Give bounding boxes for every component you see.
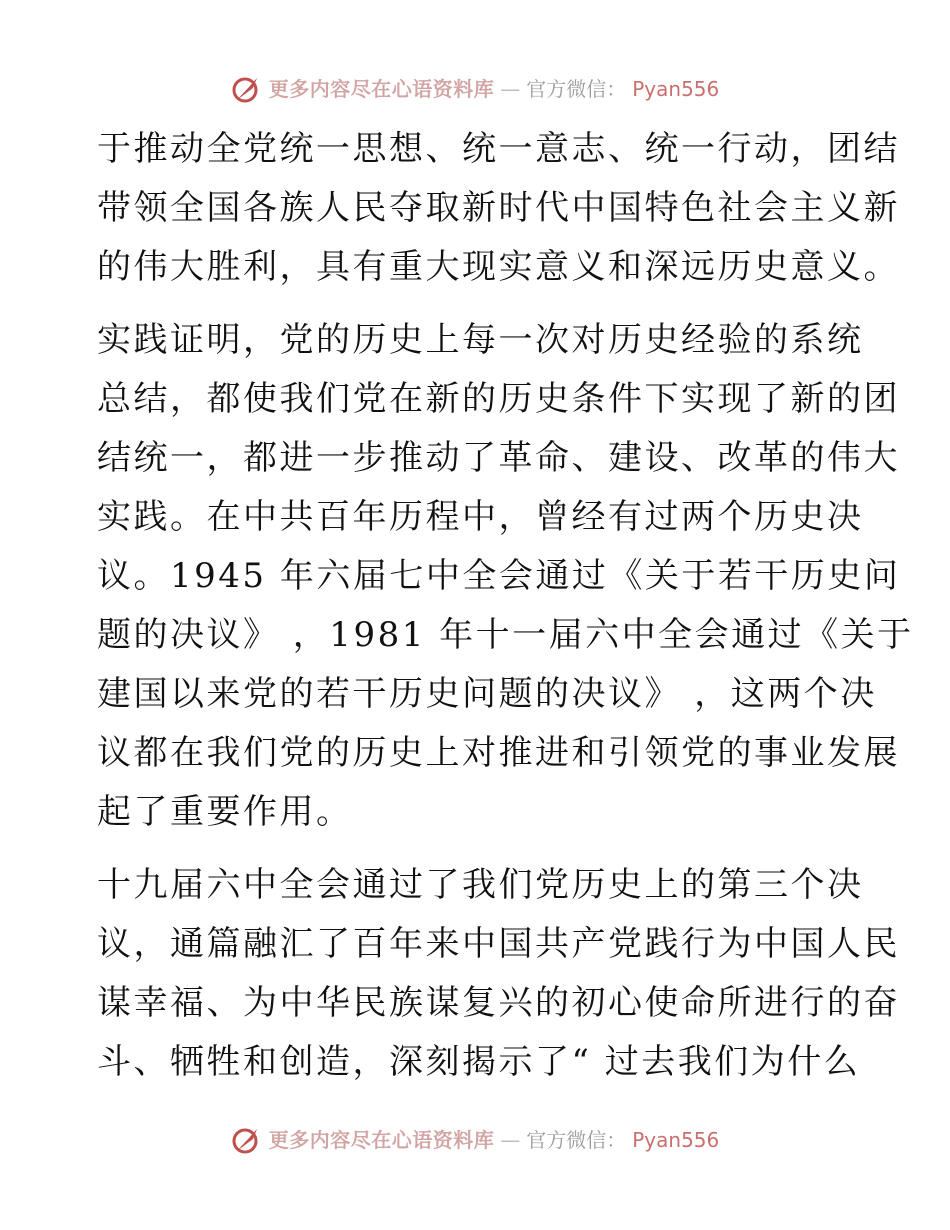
text-line: 总结，都使我们党在新的历史条件下实现了新的团 [97,379,900,419]
text-line: 议，通篇融汇了百年来中国共产党践行为中国人民 [97,924,900,964]
header-watermark [0,74,950,104]
watermark-label: 官方微信： [526,77,627,101]
watermark-main-text: 更多内容尽在心语资料库 [268,77,495,101]
text-line: 题的决议》 ，1981 年十一届六中全会通过《关于 [97,615,914,655]
text-line: 于推动全党统一思想、统一意志、统一行动，团结 [97,129,900,169]
text-line: 带领全国各族人民夺取新时代中国特色社会主义新 [97,188,900,228]
text-line: 议。1945 年六届七中全会通过《关于若干历史问 [97,556,901,596]
paragraph [97,856,900,1092]
text-line: 的伟大胜利，具有重大现实意义和深远历史意义。 [97,247,900,287]
document-body [97,120,914,1092]
text-line: 谋幸福、为中华民族谋复兴的初心使命所进行的奋 [97,983,900,1023]
text-line: 结统一，都进一步推动了革命、建设、改革的伟大 [97,438,900,478]
text-line: 议都在我们党的历史上对推进和引领党的事业发展 [97,733,900,773]
watermark-dash: — [500,1128,521,1152]
watermark-wechat-id: Pyan556 [632,77,720,101]
paragraph [97,311,914,842]
quill-logo-icon [231,74,263,104]
paragraph [97,120,900,297]
watermark-label: 官方微信： [526,1128,627,1152]
footer-watermark [0,1125,950,1155]
text-line: 实践证明，党的历史上每一次对历史经验的系统 [97,320,864,360]
text-line: 斗、牺牲和创造，深刻揭示了“ 过去我们为什么 [97,1042,861,1082]
watermark-dash: — [500,77,521,101]
text-line: 起了重要作用。 [97,792,353,832]
text-line: 十九届六中全会通过了我们党历史上的第三个决 [97,865,864,905]
watermark-main-text: 更多内容尽在心语资料库 [268,1128,495,1152]
watermark-wechat-id: Pyan556 [632,1128,720,1152]
text-line: 建国以来党的若干历史问题的决议》 ，这两个决 [97,674,877,714]
text-line: 实践。在中共百年历程中，曾经有过两个历史决 [97,497,864,537]
quill-logo-icon [231,1125,263,1155]
